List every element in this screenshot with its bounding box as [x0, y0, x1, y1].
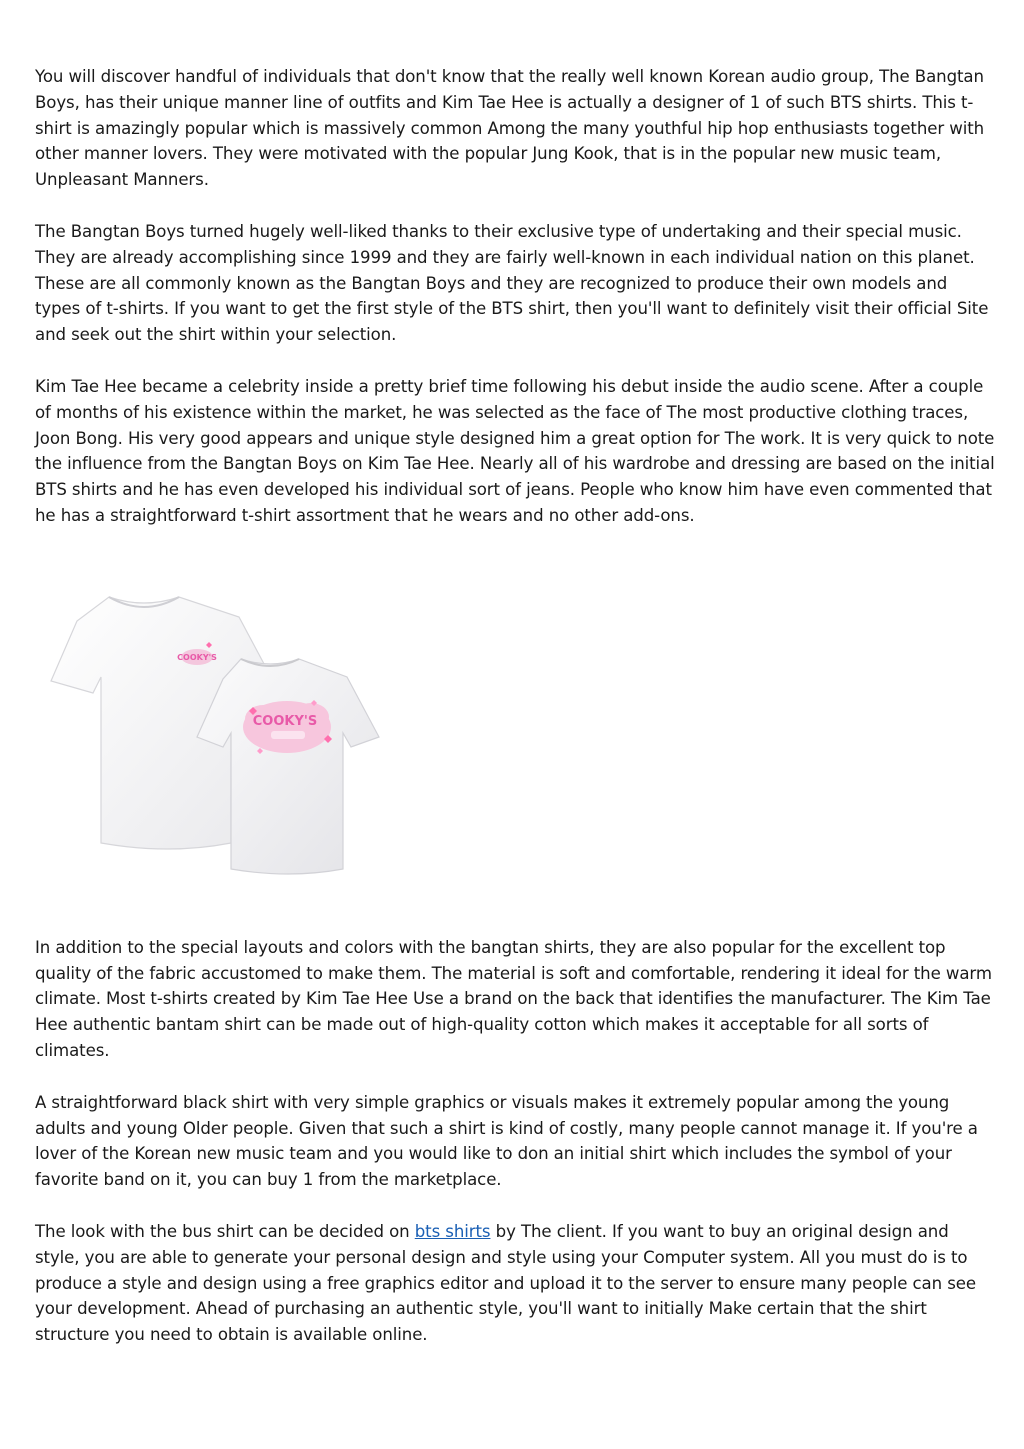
paragraph-2: The Bangtan Boys turned hugely well-liked thanks to their exclusive type of undertaking and their special music. They are already accomplishing since 1999 and they are fairly well-known in each individual nation on this planet. These are all commonly known as the Bangtan Boys and they are recognized to produce their own models and types of t-shirts. If you want to get the first style of the BTS shirt, then you'll want to definitely visit their official Site and seek out the shirt within your selection.	[35, 221, 989, 345]
article-body	[35, 64, 995, 1374]
paragraph-3: Kim Tae Hee became a celebrity inside a pretty brief time following his debut inside the audio scene. After a couple of months of his existence within the market, he was selected as the face of The most productive clothing traces, Joon Bong. His very good appears and unique style designed him a great option for The work. It is very quick to note the influence from the Bangtan Boys on Kim Tae Hee. Nearly all of his wardrobe and dressing are based on the initial BTS shirts and he has even developed his individual sort of jeans. People who know him have even commented that he has a straightforward t-shirt assortment that he wears and no other add-ons.	[35, 376, 995, 525]
paragraph-6	[35, 1219, 995, 1348]
product-image-tshirts	[49, 587, 389, 877]
paragraph-6-text-before: The look with the bus shirt can be decided on	[35, 1221, 415, 1241]
back-print-text: COOKY'S	[252, 713, 318, 729]
bts-shirts-link[interactable]: bts shirts	[414, 1221, 491, 1241]
paragraph-4: In addition to the special layouts and colors with the bangtan shirts, they are also popular for the excellent top quality of the fabric accustomed to make them. The material is soft and comfortable, rendering it ideal for the warm climate. Most t-shirts created by Kim Tae Hee Use a brand on the back that identifies the manufacturer. The Kim Tae Hee authentic bantam shirt can be made out of high-quality cotton which makes it acceptable for all sorts of climates.	[35, 937, 992, 1060]
paragraph-1: You will discover handful of individuals that don't know that the really well known Korean audio group, The Bangtan Boys, has their unique manner line of outfits and Kim Tae Hee is actually a designer of 1 of such BTS shirts. This t-shirt is amazingly popular which is massively common Among the many youthful hip hop enthusiasts together with other manner lovers. They were motivated with the popular Jung Kook, that is in the popular new music team, Unpleasant Manners.	[35, 67, 985, 190]
tshirt-illustration	[49, 587, 389, 877]
front-print-text: COOKY'S	[177, 652, 217, 662]
paragraph-6-text-after: by The client. If you want to buy an original design and style, you are able to generate your personal design and style using your Computer system. All you must do is to produce a style and design using a free graphics editor and upload it to the server to ensure many people can see your development. Ahead of purchasing an authentic style, you'll want to initially Make certain that the shirt structure you need to obtain is available online.	[35, 1221, 976, 1345]
paragraph-5: A straightforward black shirt with very simple graphics or visuals makes it extremely popular among the young adults and young Older people. Given that such a shirt is kind of costly, many people cannot manage it. If you're a lover of the Korean new music team and you would like to don an initial shirt which includes the symbol of your favorite band on it, you can buy 1 from the marketplace.	[35, 1092, 978, 1190]
